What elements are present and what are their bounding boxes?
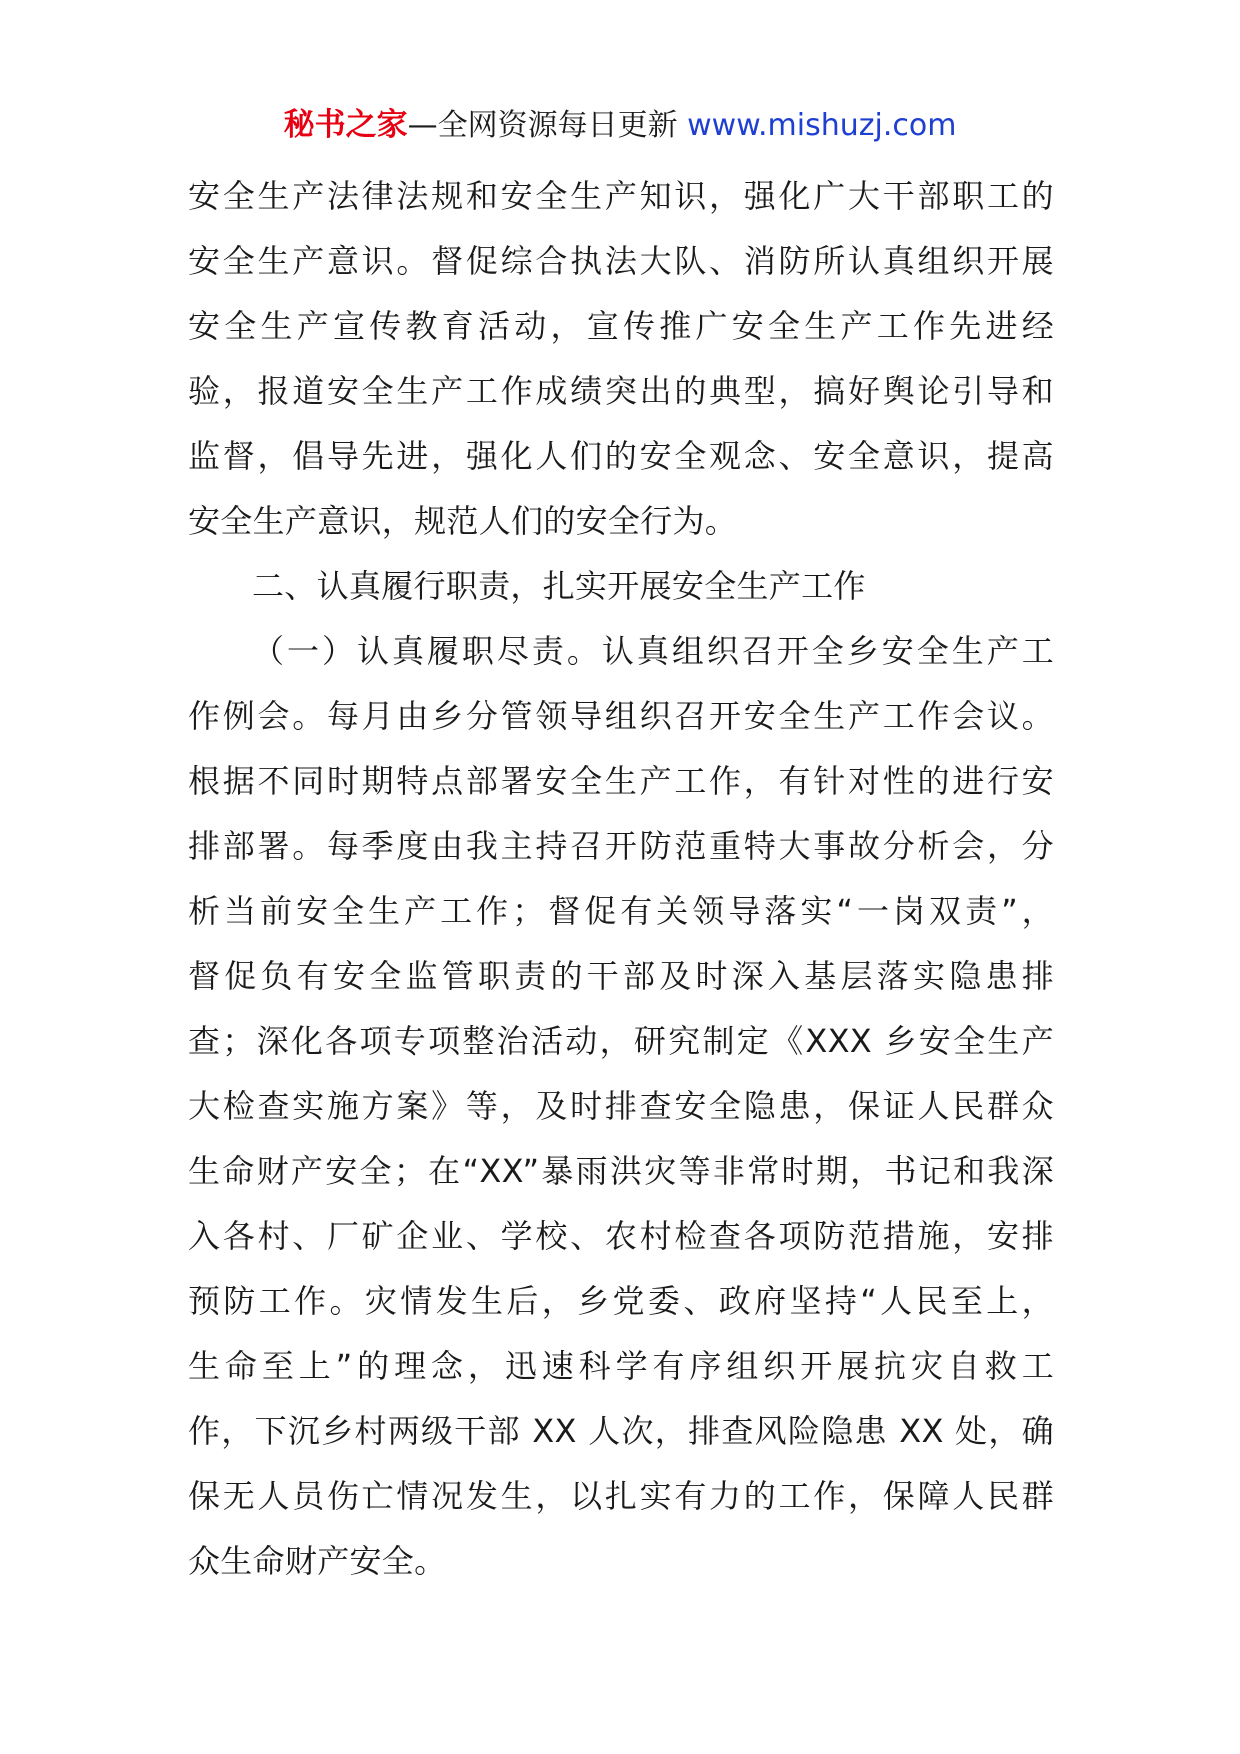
document-body	[188, 164, 1054, 1594]
site-url-link[interactable]: www.mishuzj.com	[687, 108, 957, 143]
text-line: 预防工作。灾情发生后，乡党委、政府坚持“人民至上，	[188, 1282, 1054, 1320]
text-line: 验，报道安全生产工作成绩突出的典型，搞好舆论引导和	[188, 372, 1054, 410]
text-line: 生命至上”的理念，迅速科学有序组织开展抗灾自救工	[188, 1347, 1054, 1385]
text-line: 查；深化各项专项整治活动，研究制定《XXX 乡安全生产	[188, 1022, 1054, 1060]
text-line: 安全生产意识。督促综合执法大队、消防所认真组织开展	[188, 242, 1054, 280]
text-line: 安全生产意识，规范人们的安全行为。	[188, 502, 738, 540]
text-line: 众生命财产安全。	[188, 1542, 447, 1580]
text-line: 入各村、厂矿企业、学校、农村检查各项防范措施，安排	[188, 1217, 1054, 1255]
page-header	[0, 100, 1240, 151]
text-line: 保无人员伤亡情况发生，以扎实有力的工作，保障人民群	[188, 1477, 1054, 1515]
text-line: 根据不同时期特点部署安全生产工作，有针对性的进行安	[188, 762, 1054, 800]
text-line: 生命财产安全；在“XX”暴雨洪灾等非常时期，书记和我深	[188, 1152, 1054, 1190]
text-line: 安全生产宣传教育活动，宣传推广安全生产工作先进经	[188, 307, 1054, 345]
text-line: 排部署。每季度由我主持召开防范重特大事故分析会，分	[188, 827, 1054, 865]
text-line: 作例会。每月由乡分管领导组织召开安全生产工作会议。	[188, 697, 1054, 735]
text-line: （一）认真履职尽责。认真组织召开全乡安全生产工	[252, 632, 1054, 670]
brand-name: 秘书之家	[283, 107, 408, 143]
text-line: 析当前安全生产工作；督促有关领导落实“一岗双责”，	[188, 892, 1054, 930]
text-line: 大检查实施方案》等，及时排查安全隐患，保证人民群众	[188, 1087, 1054, 1125]
text-line: 作，下沉乡村两级干部 XX 人次，排查风险隐患 XX 处，确	[188, 1412, 1054, 1450]
section-heading: 二、认真履行职责，扎实开展安全生产工作	[252, 567, 866, 605]
text-line: 督促负有安全监管职责的干部及时深入基层落实隐患排	[188, 957, 1054, 995]
text-line: 监督，倡导先进，强化人们的安全观念、安全意识，提高	[188, 437, 1054, 475]
header-slogan: —全网资源每日更新	[407, 108, 678, 143]
text-line: 安全生产法律法规和安全生产知识，强化广大干部职工的	[188, 177, 1054, 215]
